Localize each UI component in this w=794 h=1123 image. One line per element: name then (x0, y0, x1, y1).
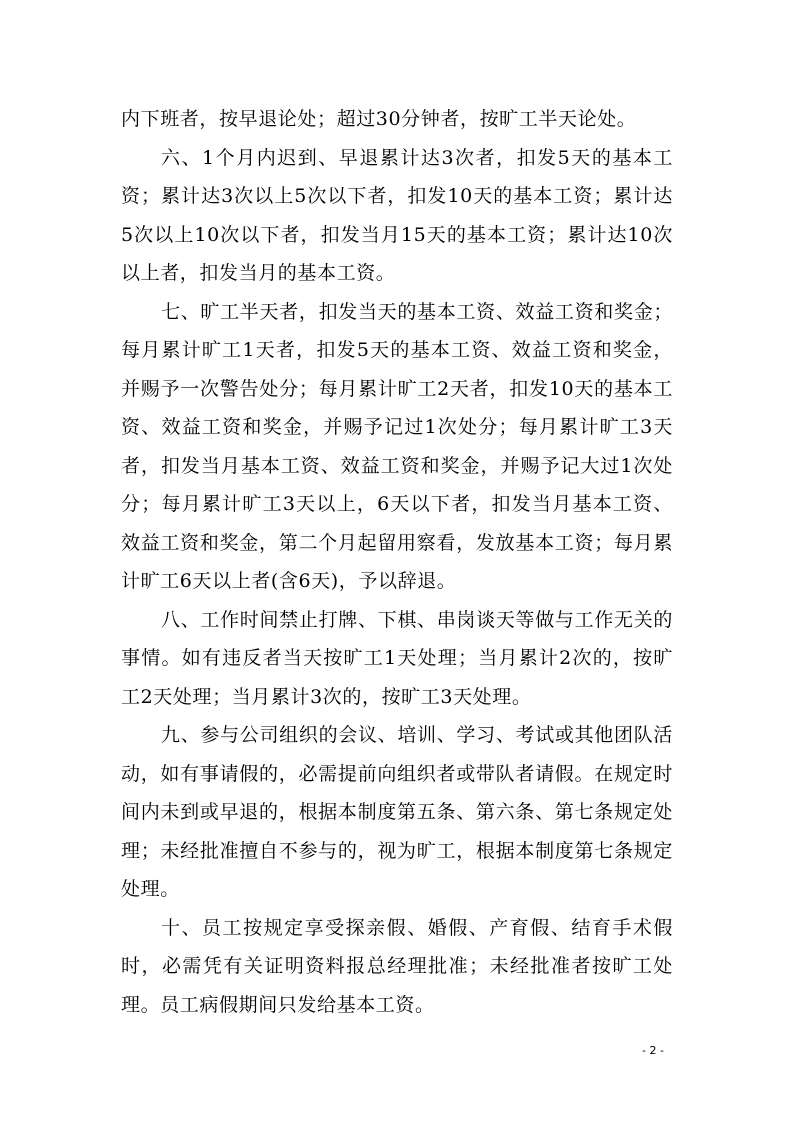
paragraph-article-8: 八、工作时间禁止打牌、下棋、串岗谈天等做与工作无关的事情。如有违反者当天按旷工1天处理；当月累计2次的，按旷工2天处理；当月累计3次的，按旷工3天处理。 (121, 608, 673, 708)
document-body (121, 100, 673, 1024)
page-number: - 2 - (642, 1044, 664, 1057)
paragraph-article-7: 七、旷工半天者，扣发当天的基本工资、效益工资和奖金；每月累计旷工1天者，扣发5天的基本工资、效益工资和奖金，并赐予一次警告处分；每月累计旷工2天者，扣发10天的基本工资、效益工资和奖金，并赐予记过1次处分；每月累计旷工3天者，扣发当月基本工资、效益工资和奖金，并赐予记大过1次处分；每月累计旷工3天以上，6天以下者，扣发当月基本工资、效益工资和奖金，第二个月起留用察看，发放基本工资；每月累计旷工6天以上者(含6天)，予以辞退。 (121, 300, 673, 592)
paragraph-continuation: 内下班者，按早退论处；超过30分钟者，按旷工半天论处。 (121, 108, 637, 130)
paragraph-article-9: 九、参与公司组织的会议、培训、学习、考试或其他团队活动，如有事请假的，必需提前向组织者或带队者请假。在规定时间内未到或早退的，根据本制度第五条、第六条、第七条规定处理；未经批准擅自不参与的，视为旷工，根据本制度第七条规定处理。 (121, 724, 673, 900)
paragraph-article-10: 十、员工按规定享受探亲假、婚假、产育假、结育手术假时，必需凭有关证明资料报总经理批准；未经批准者按旷工处理。员工病假期间只发给基本工资。 (121, 916, 673, 1016)
paragraph-article-6: 六、1个月内迟到、早退累计达3次者，扣发5天的基本工资；累计达3次以上5次以下者，扣发10天的基本工资；累计达5次以上10次以下者，扣发当月15天的基本工资；累计达10次以上者，扣发当月的基本工资。 (121, 146, 673, 284)
